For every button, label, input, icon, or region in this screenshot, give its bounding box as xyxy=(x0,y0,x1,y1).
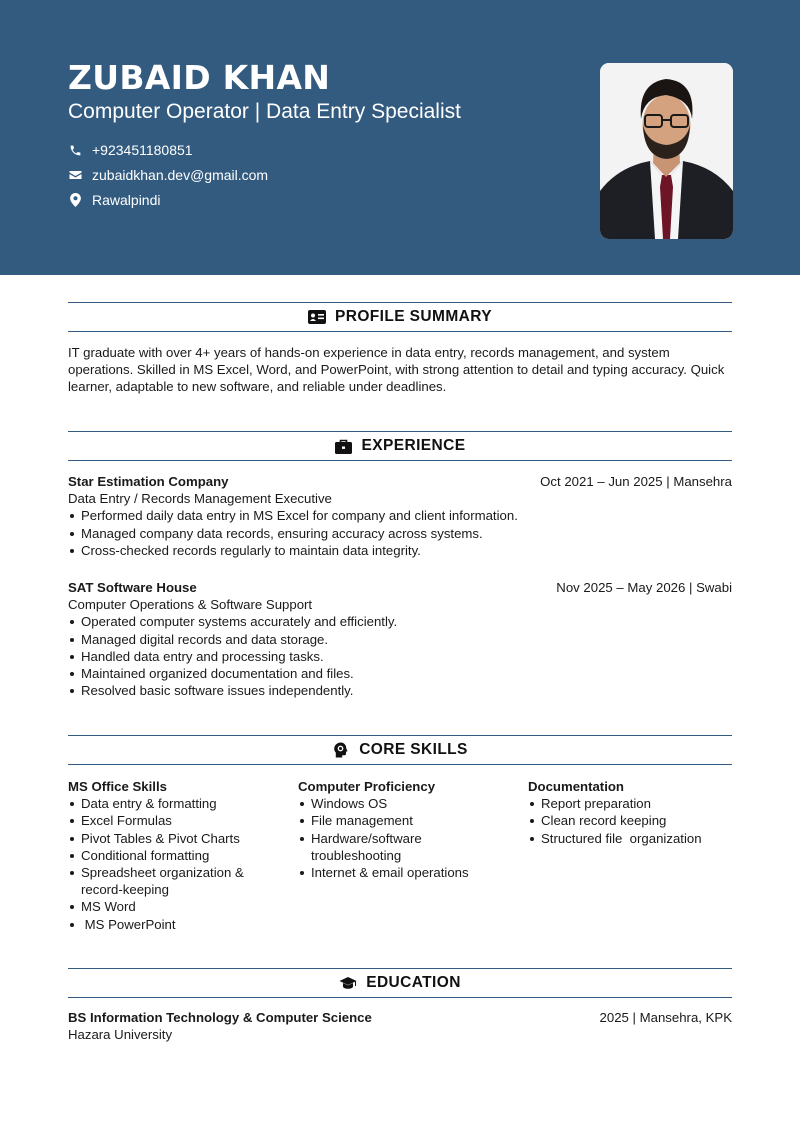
job-bullets xyxy=(68,507,732,559)
skill-item: Report preparation xyxy=(528,795,732,812)
candidate-role: Computer Operator | Data Entry Specialist xyxy=(68,100,461,123)
education-meta: 2025 | Mansehra, KPK xyxy=(599,1010,732,1025)
job-company: Star Estimation Company xyxy=(68,474,229,489)
profile-line: operations. Skilled in MS Excel, Word, and PowerPoint, with strong attention to detail and typing accuracy. Quick xyxy=(68,362,725,378)
skill-group-documentation xyxy=(528,778,732,847)
skill-item: Clean record keeping xyxy=(528,812,732,829)
graduation-cap-icon xyxy=(339,975,357,991)
job-title: Data Entry / Records Management Executive xyxy=(68,491,332,507)
job-company: SAT Software House xyxy=(68,580,197,595)
skill-group-computer xyxy=(298,778,518,881)
contact-email[interactable] xyxy=(68,165,368,185)
skill-item-continued: troubleshooting xyxy=(311,847,402,863)
section-title-skills: CORE SKILLS xyxy=(359,741,468,758)
section-header-profile xyxy=(68,302,732,332)
education-entry xyxy=(68,1009,732,1043)
job-title: Computer Operations & Software Support xyxy=(68,597,313,613)
skill-item: Internet & email operations xyxy=(298,864,518,881)
skill-item: Conditional formatting xyxy=(68,847,288,864)
job-bullet: Managed digital records and data storage. xyxy=(68,631,732,648)
job-bullet: Cross-checked records regularly to maintain data integrity. xyxy=(68,542,732,559)
section-header-education xyxy=(68,968,732,998)
skill-group-ms-office xyxy=(68,778,288,933)
job-bullet: Performed daily data entry in MS Excel for company and client information. xyxy=(68,507,732,524)
skill-item: Excel Formulas xyxy=(68,812,288,829)
map-pin-icon xyxy=(68,193,82,207)
envelope-icon xyxy=(68,168,82,182)
briefcase-icon xyxy=(335,438,353,454)
education-degree: BS Information Technology & Computer Science xyxy=(68,1010,372,1025)
contact-email-text: zubaidkhan.dev@gmail.com xyxy=(92,167,269,183)
contact-location-text: Rawalpindi xyxy=(92,192,161,208)
job-entry xyxy=(68,579,732,699)
contact-phone-text: +923451180851 xyxy=(92,142,193,158)
skill-item: File management xyxy=(298,812,518,829)
skill-item: MS Word xyxy=(68,898,288,915)
skill-item-continued: record-keeping xyxy=(81,882,169,898)
skill-item: Spreadsheet organization & xyxy=(68,864,288,881)
skill-item: Data entry & formatting xyxy=(68,795,288,812)
profile-photo xyxy=(600,63,733,239)
header-banner xyxy=(0,0,800,275)
section-header-experience xyxy=(68,431,732,461)
section-title-experience: EXPERIENCE xyxy=(361,437,466,454)
skill-item: Windows OS xyxy=(298,795,518,812)
section-header-skills xyxy=(68,735,732,765)
job-entry xyxy=(68,473,732,559)
section-title-profile: PROFILE SUMMARY xyxy=(335,308,492,325)
job-bullet: Handled data entry and processing tasks. xyxy=(68,648,732,665)
job-meta: Oct 2021 – Jun 2025 | Mansehra xyxy=(540,474,732,489)
skill-group-title: Documentation xyxy=(528,779,624,794)
job-bullets xyxy=(68,613,732,699)
candidate-name: ZUBAID KHAN xyxy=(68,58,331,97)
job-bullet: Maintained organized documentation and files. xyxy=(68,665,732,682)
skill-item: Hardware/software xyxy=(298,830,518,847)
head-gear-icon xyxy=(332,742,350,758)
skill-item: MS PowerPoint xyxy=(68,916,288,933)
skill-group-title: MS Office Skills xyxy=(68,779,167,794)
skill-item: Pivot Tables & Pivot Charts xyxy=(68,830,288,847)
section-title-education: EDUCATION xyxy=(366,974,461,991)
skill-item: Structured file organization xyxy=(528,830,732,847)
id-card-icon xyxy=(308,309,326,325)
education-school: Hazara University xyxy=(68,1027,173,1043)
phone-icon xyxy=(68,143,82,157)
skill-group-title: Computer Proficiency xyxy=(298,779,436,794)
job-meta: Nov 2025 – May 2026 | Swabi xyxy=(556,580,732,595)
job-bullet: Managed company data records, ensuring accuracy across systems. xyxy=(68,525,732,542)
profile-summary xyxy=(68,344,734,396)
profile-line: learner, adaptable to new software, and reliable under deadlines. xyxy=(68,379,447,395)
job-bullet: Resolved basic software issues independently. xyxy=(68,682,732,699)
profile-line: IT graduate with over 4+ years of hands-on experience in data entry, records management, and system xyxy=(68,345,670,360)
contact-location xyxy=(68,190,368,210)
job-bullet: Operated computer systems accurately and efficiently. xyxy=(68,613,732,630)
contact-phone[interactable] xyxy=(68,140,368,160)
